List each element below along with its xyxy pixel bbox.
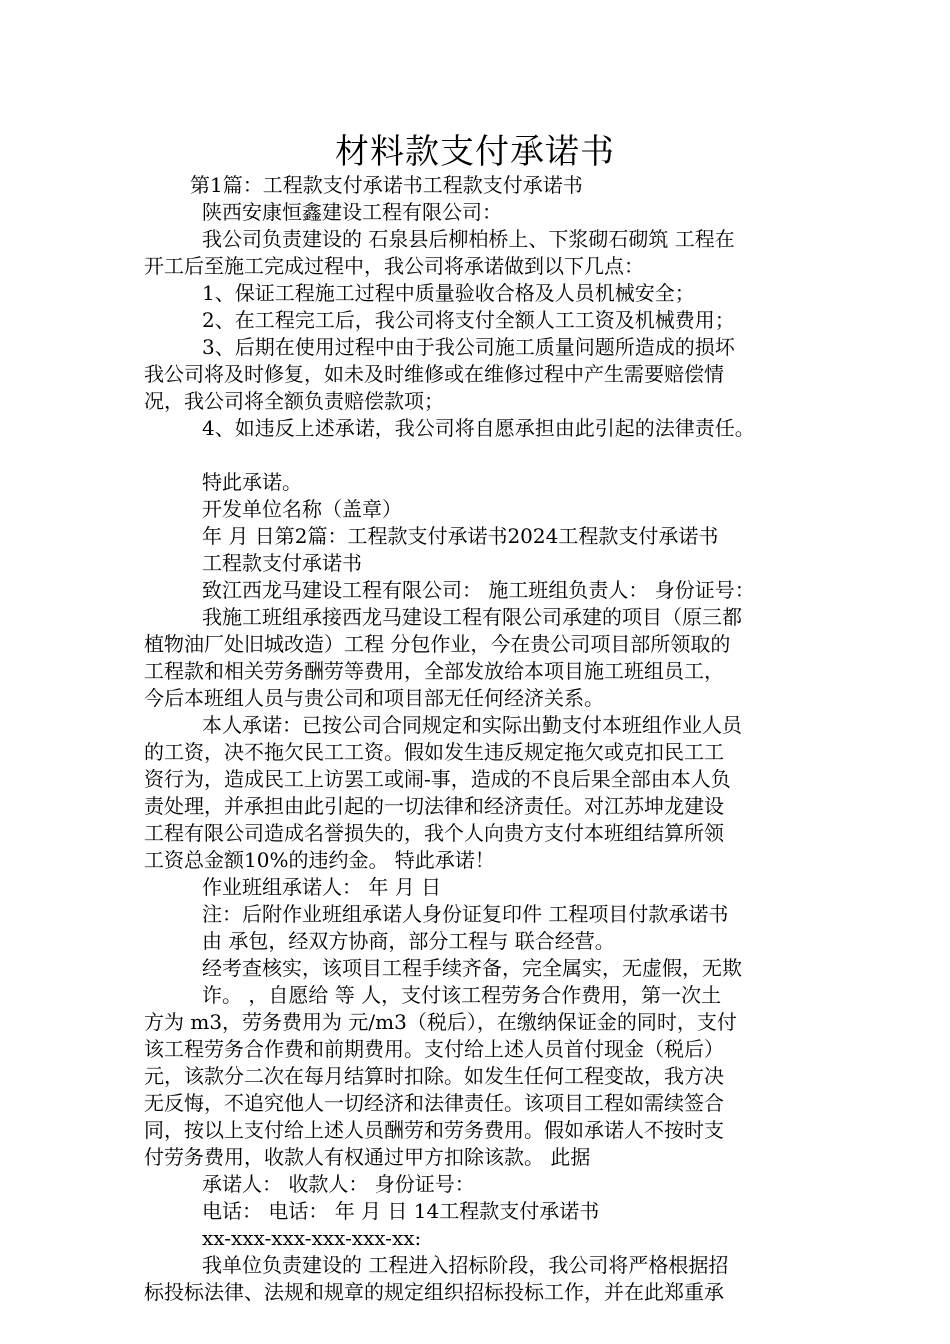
text-line: 经考查核实，该项目工程手续齐备，完全属实，无虚假，无欺: [202, 956, 742, 980]
list-item-2: 2、在工程完工后，我公司将支付全额人工工资及机械费用；: [202, 308, 735, 332]
text-line: 该工程劳务合作费和前期费用。支付给上述人员首付现金（税后）: [144, 1037, 724, 1061]
text-line: 诈。 ，自愿给 等 人，支付该工程劳务合作费用，第一次土: [202, 983, 722, 1007]
text-line: 无反悔，不追究他人一切经济和法律责任。该项目工程如需续签合: [144, 1091, 724, 1115]
text-line: 本人承诺：已按公司合同规定和实际出勤支付本班组作业人员: [202, 713, 742, 737]
text-line: 我公司将及时修复，如未及时维修或在维修过程中产生需要赔偿情: [144, 362, 724, 386]
signature-line: 开发单位名称（盖章）: [202, 497, 402, 521]
text-line: 同，按以上支付给上述人员酬劳和劳务费用。假如承诺人不按时支: [144, 1118, 724, 1142]
text-line: 我公司负责建设的 石泉县后柳柏桥上、下浆砌石砌筑 工程在: [202, 227, 735, 251]
contact-line: 电话： 电话： 年 月 日 14工程款支付承诺书: [202, 1199, 600, 1223]
text-line: 责处理，并承担由此引起的一切法律和经济责任。对江苏坤龙建设: [144, 794, 724, 818]
signature-line: 作业班组承诺人： 年 月 日: [202, 875, 442, 899]
text-line: 我单位负责建设的 工程进入招标阶段，我公司将严格根据招: [202, 1253, 729, 1277]
text-line: 植物油厂处旧城改造）工程 分包作业，今在贵公司项目部所领取的: [144, 632, 731, 656]
text-line: 工资总金额10%的违约金。 特此承诺！: [144, 848, 495, 872]
document-title: 材料款支付承诺书: [335, 132, 615, 172]
addressee-line: 致江西龙马建设工程有限公司： 施工班组负责人： 身份证号：: [202, 578, 755, 602]
text-line: 的工资，决不拖欠民工工资。假如发生违反规定拖欠或克扣民工工: [144, 740, 724, 764]
document-body: [144, 172, 824, 1306]
text-line: 况，我公司将全额负责赔偿款项；: [144, 389, 444, 413]
text-line: 开工后至施工完成过程中，我公司将承诺做到以下几点：: [144, 254, 644, 278]
text-line: 由 承包，经双方协商，部分工程与 联合经营。: [202, 929, 615, 953]
addressee-line: 陕西安康恒鑫建设工程有限公司：: [202, 200, 502, 224]
text-line: 标投标法律、法规和规章的规定组织招标投标工作，并在此郑重承: [144, 1280, 724, 1304]
text-line: 工程款和相关劳务酬劳等费用，全部发放给本项目施工班组员工，: [144, 659, 724, 683]
section-heading-1: 第1篇：工程款支付承诺书工程款支付承诺书: [190, 173, 583, 197]
addressee-line: xx-xxx-xxx-xxx-xxx-xx:: [202, 1226, 422, 1250]
list-item-4: 4、如违反上述承诺，我公司将自愿承担由此引起的法律责任。: [202, 416, 755, 440]
text-line: 我施工班组承接西龙马建设工程有限公司承建的项目（原三都: [202, 605, 742, 629]
list-item-1: 1、保证工程施工过程中质量验收合格及人员机械安全；: [202, 281, 695, 305]
signature-line: 承诺人： 收款人： 身份证号：: [202, 1172, 475, 1196]
list-item-3: 3、后期在使用过程中由于我公司施工质量问题所造成的损坏: [202, 335, 735, 359]
text-line: 付劳务费用，收款人有权通过甲方扣除该款。 此据: [144, 1145, 591, 1169]
text-line: 元，该款分二次在每月结算时扣除。如发生任何工程变故，我方决: [144, 1064, 724, 1088]
date-section-heading-2: 年 月 日第2篇：工程款支付承诺书2024工程款支付承诺书: [202, 524, 719, 548]
subtitle-line: 工程款支付承诺书: [202, 551, 362, 575]
text-line: 资行为，造成民工上访罢工或闹-事，造成的不良后果全部由本人负: [144, 767, 731, 791]
text-line: 工程有限公司造成名誉损失的，我个人向贵方支付本班组结算所领: [144, 821, 724, 845]
note-line: 注：后附作业班组承诺人身份证复印件 工程项目付款承诺书: [202, 902, 729, 926]
blank-line: [144, 442, 824, 469]
text-line: 方为 m3，劳务费用为 元/m3（税后），在缴纳保证金的同时，支付: [144, 1010, 737, 1034]
closing-line: 特此承诺。: [202, 470, 302, 494]
text-line: 今后本班组人员与贵公司和项目部无任何经济关系。: [144, 686, 604, 710]
